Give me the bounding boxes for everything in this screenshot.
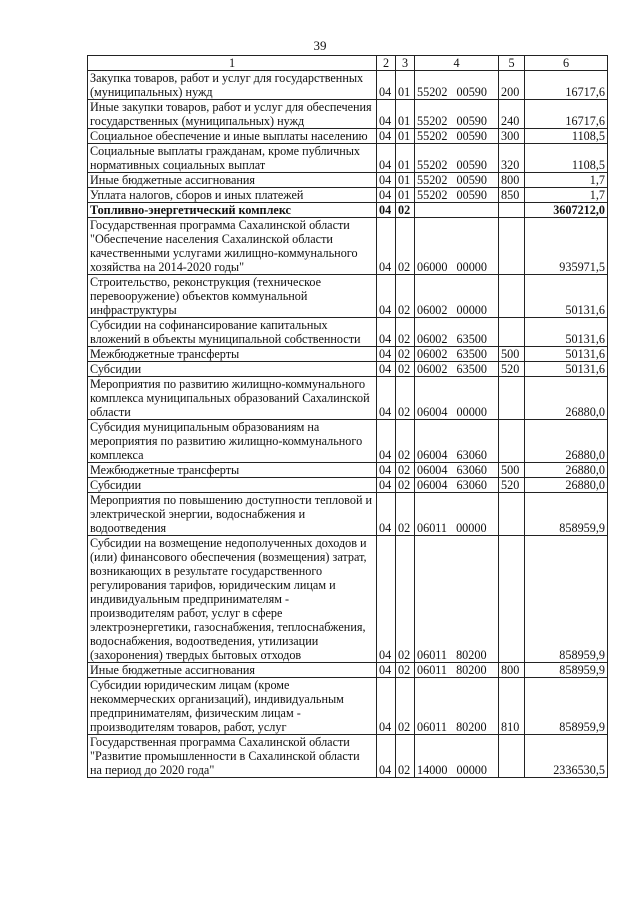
amount-cell: 1,7 <box>525 188 608 203</box>
section-code-cell: 04 <box>377 347 396 362</box>
subsection-code-cell: 01 <box>396 100 415 129</box>
subsection-code-cell: 01 <box>396 71 415 100</box>
subsection-code-cell: 01 <box>396 188 415 203</box>
target-article-code-cell: 55202 00590 <box>415 71 499 100</box>
target-article-code-cell: 06004 63060 <box>415 463 499 478</box>
target-article-code-cell: 06011 80200 <box>415 663 499 678</box>
section-code-cell: 04 <box>377 203 396 218</box>
amount-cell: 2336530,5 <box>525 735 608 778</box>
header-cell: 3 <box>396 56 415 71</box>
item-name-cell: Социальные выплаты гражданам, кроме публичных нормативных социальных выплат <box>88 144 377 173</box>
amount-cell: 858959,9 <box>525 663 608 678</box>
subsection-code-cell: 02 <box>396 218 415 275</box>
amount-cell: 50131,6 <box>525 362 608 377</box>
expense-type-code-cell: 520 <box>499 478 525 493</box>
page-number: 39 <box>313 38 327 53</box>
subsection-code-cell: 02 <box>396 663 415 678</box>
amount-cell: 26880,0 <box>525 478 608 493</box>
item-name-cell: Субсидии <box>88 362 377 377</box>
amount-cell: 3607212,0 <box>525 203 608 218</box>
item-name-cell: Субсидии на софинансирование капитальных вложений в объекты муниципальной собственности <box>88 318 377 347</box>
section-code-cell: 04 <box>377 144 396 173</box>
item-name-cell: Иные бюджетные ассигнования <box>88 173 377 188</box>
expense-type-code-cell <box>499 203 525 218</box>
amount-cell: 50131,6 <box>525 275 608 318</box>
amount-cell: 1,7 <box>525 173 608 188</box>
subsection-code-cell: 02 <box>396 362 415 377</box>
target-article-code-cell <box>415 203 499 218</box>
expense-type-code-cell: 200 <box>499 71 525 100</box>
item-name-cell: Государственная программа Сахалинской области "Развитие промышленности в Сахалинской области на период до 2020 года" <box>88 735 377 778</box>
item-name-cell: Уплата налогов, сборов и иных платежей <box>88 188 377 203</box>
expense-type-code-cell: 500 <box>499 347 525 362</box>
target-article-code-cell: 06011 00000 <box>415 493 499 536</box>
table-row <box>88 275 608 318</box>
section-code-cell: 04 <box>377 129 396 144</box>
target-article-code-cell: 06002 63500 <box>415 362 499 377</box>
item-name-cell: Строительство, реконструкция (техническое перевооружение) объектов коммунальной инфраструктуры <box>88 275 377 318</box>
subsection-code-cell: 02 <box>396 478 415 493</box>
section-code-cell: 04 <box>377 71 396 100</box>
target-article-code-cell: 55202 00590 <box>415 129 499 144</box>
expense-type-code-cell: 800 <box>499 173 525 188</box>
table-row <box>88 129 608 144</box>
target-article-code-cell: 06002 63500 <box>415 347 499 362</box>
amount-cell: 935971,5 <box>525 218 608 275</box>
amount-cell: 858959,9 <box>525 536 608 663</box>
item-name-cell: Субсидии на возмещение недополученных доходов и (или) финансового обеспечения (возмещения) затрат, возникающих в результате государственного регулирования тарифов, юридическим лицам и индивидуальным предпринимателям - производителям работ, услуг в сфере электроэнергетики, газоснабжения, теплоснабжения, водоснабжения, водоотведения, утилизации (захоронения) твердых бытовых отходов <box>88 536 377 663</box>
subsection-code-cell: 02 <box>396 420 415 463</box>
header-cell: 5 <box>499 56 525 71</box>
expense-type-code-cell <box>499 318 525 347</box>
amount-cell: 1108,5 <box>525 129 608 144</box>
table-row <box>88 536 608 663</box>
section-code-cell: 04 <box>377 318 396 347</box>
amount-cell: 1108,5 <box>525 144 608 173</box>
table-row <box>88 100 608 129</box>
item-name-cell: Мероприятия по развитию жилищно-коммунального комплекса муниципальных образований Сахалинской области <box>88 377 377 420</box>
subsection-code-cell: 01 <box>396 144 415 173</box>
section-code-cell: 04 <box>377 420 396 463</box>
subsection-code-cell: 02 <box>396 275 415 318</box>
section-code-cell: 04 <box>377 536 396 663</box>
item-name-cell: Межбюджетные трансферты <box>88 463 377 478</box>
expense-type-code-cell: 240 <box>499 100 525 129</box>
expense-type-code-cell <box>499 275 525 318</box>
table-row <box>88 347 608 362</box>
table-row <box>88 735 608 778</box>
item-name-cell: Топливно-энергетический комплекс <box>88 203 377 218</box>
table-row <box>88 377 608 420</box>
section-code-cell: 04 <box>377 678 396 735</box>
subsection-code-cell: 02 <box>396 536 415 663</box>
amount-cell: 26880,0 <box>525 377 608 420</box>
amount-cell: 858959,9 <box>525 493 608 536</box>
table-row <box>88 478 608 493</box>
subsection-code-cell: 02 <box>396 493 415 536</box>
expense-type-code-cell: 850 <box>499 188 525 203</box>
target-article-code-cell: 06004 63060 <box>415 478 499 493</box>
section-code-cell: 04 <box>377 663 396 678</box>
item-name-cell: Субсидия муниципальным образованиям на мероприятия по развитию жилищно-коммунального комплекса <box>88 420 377 463</box>
expense-type-code-cell: 320 <box>499 144 525 173</box>
amount-cell: 26880,0 <box>525 420 608 463</box>
expense-type-code-cell <box>499 536 525 663</box>
subsection-code-cell: 02 <box>396 203 415 218</box>
target-article-code-cell: 55202 00590 <box>415 100 499 129</box>
target-article-code-cell: 06011 80200 <box>415 536 499 663</box>
expense-type-code-cell: 520 <box>499 362 525 377</box>
item-name-cell: Межбюджетные трансферты <box>88 347 377 362</box>
table-row <box>88 203 608 218</box>
section-code-cell: 04 <box>377 173 396 188</box>
expense-type-code-cell <box>499 493 525 536</box>
table-row <box>88 663 608 678</box>
target-article-code-cell: 14000 00000 <box>415 735 499 778</box>
table-row <box>88 463 608 478</box>
target-article-code-cell: 06004 63060 <box>415 420 499 463</box>
expense-type-code-cell: 500 <box>499 463 525 478</box>
item-name-cell: Субсидии <box>88 478 377 493</box>
subsection-code-cell: 02 <box>396 463 415 478</box>
target-article-code-cell: 55202 00590 <box>415 188 499 203</box>
subsection-code-cell: 02 <box>396 347 415 362</box>
target-article-code-cell: 06004 00000 <box>415 377 499 420</box>
section-code-cell: 04 <box>377 735 396 778</box>
item-name-cell: Иные закупки товаров, работ и услуг для обеспечения государственных (муниципальных) нужд <box>88 100 377 129</box>
expense-type-code-cell: 300 <box>499 129 525 144</box>
item-name-cell: Закупка товаров, работ и услуг для государственных (муниципальных) нужд <box>88 71 377 100</box>
subsection-code-cell: 02 <box>396 735 415 778</box>
item-name-cell: Государственная программа Сахалинской области "Обеспечение населения Сахалинской области качественными услугами жилищно-коммунального хозяйства на 2014-2020 годы" <box>88 218 377 275</box>
target-article-code-cell: 06011 80200 <box>415 678 499 735</box>
header-cell: 1 <box>88 56 377 71</box>
table-row <box>88 493 608 536</box>
target-article-code-cell: 06000 00000 <box>415 218 499 275</box>
table-row <box>88 173 608 188</box>
subsection-code-cell: 01 <box>396 129 415 144</box>
target-article-code-cell: 06002 00000 <box>415 275 499 318</box>
header-cell: 6 <box>525 56 608 71</box>
table-row <box>88 678 608 735</box>
expense-type-code-cell: 800 <box>499 663 525 678</box>
table-row <box>88 144 608 173</box>
table-row <box>88 71 608 100</box>
target-article-code-cell: 55202 00590 <box>415 144 499 173</box>
subsection-code-cell: 02 <box>396 377 415 420</box>
header-row <box>88 56 608 71</box>
header-cell: 4 <box>415 56 499 71</box>
subsection-code-cell: 02 <box>396 318 415 347</box>
section-code-cell: 04 <box>377 100 396 129</box>
amount-cell: 858959,9 <box>525 678 608 735</box>
target-article-code-cell: 06002 63500 <box>415 318 499 347</box>
amount-cell: 16717,6 <box>525 100 608 129</box>
section-code-cell: 04 <box>377 218 396 275</box>
section-code-cell: 04 <box>377 463 396 478</box>
section-code-cell: 04 <box>377 362 396 377</box>
section-code-cell: 04 <box>377 275 396 318</box>
amount-cell: 16717,6 <box>525 71 608 100</box>
amount-cell: 26880,0 <box>525 463 608 478</box>
item-name-cell: Иные бюджетные ассигнования <box>88 663 377 678</box>
target-article-code-cell: 55202 00590 <box>415 173 499 188</box>
amount-cell: 50131,6 <box>525 318 608 347</box>
subsection-code-cell: 01 <box>396 173 415 188</box>
expense-type-code-cell <box>499 735 525 778</box>
subsection-code-cell: 02 <box>396 678 415 735</box>
expense-type-code-cell: 810 <box>499 678 525 735</box>
expense-type-code-cell <box>499 420 525 463</box>
table-row <box>88 362 608 377</box>
section-code-cell: 04 <box>377 478 396 493</box>
table-row <box>88 318 608 347</box>
section-code-cell: 04 <box>377 377 396 420</box>
table-row <box>88 420 608 463</box>
item-name-cell: Социальное обеспечение и иные выплаты населению <box>88 129 377 144</box>
section-code-cell: 04 <box>377 493 396 536</box>
header-cell: 2 <box>377 56 396 71</box>
item-name-cell: Мероприятия по повышению доступности тепловой и электрической энергии, водоснабжения и водоотведения <box>88 493 377 536</box>
expense-type-code-cell <box>499 377 525 420</box>
amount-cell: 50131,6 <box>525 347 608 362</box>
table-row <box>88 188 608 203</box>
budget-table <box>87 55 608 778</box>
expense-type-code-cell <box>499 218 525 275</box>
item-name-cell: Субсидии юридическим лицам (кроме некоммерческих организаций), индивидуальным предпринимателям, физическим лицам - производителям товаров, работ, услуг <box>88 678 377 735</box>
table-row <box>88 218 608 275</box>
section-code-cell: 04 <box>377 188 396 203</box>
